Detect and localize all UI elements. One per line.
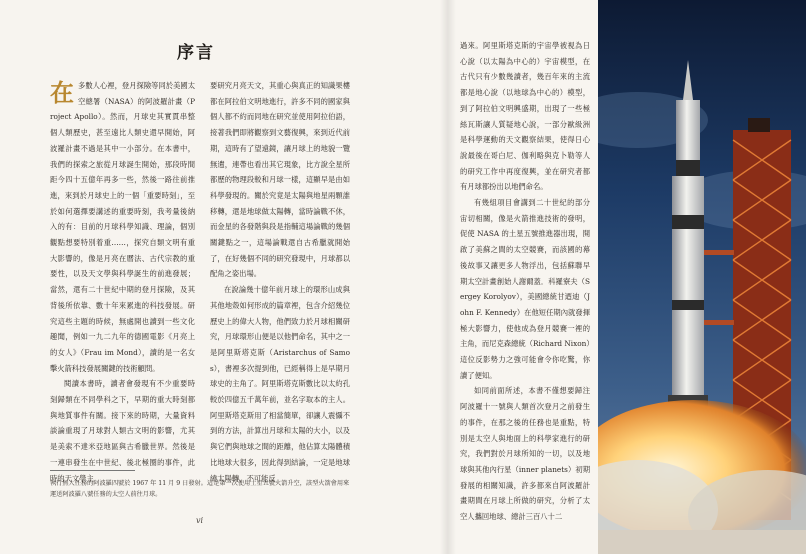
text-column-3 [460, 38, 590, 525]
rocket-launch-illustration [598, 0, 806, 554]
paragraph: 要研究月亮天文，其重心與真正的知識果樓都在阿拉伯文明地進行，許多不同的國家與個人都不約而同地在研究並使用阿拉伯語，接著我們即將觀察到文藝復興，來到近代前期，這時有了望遠鏡，讓月球上的地貌一覽無遺，連帶也看出其它現象，比方說全星所都歷的物理段較和月球一樣，這顯早是由如科學發現的。關於究竟是太陽與地星兩顆誰移轉，還是地球做太陽轉，當時論戰不休，而金星的各發階與段是指輔這場論戰的幾個關鍵點之一，這場論戰還自古希臘就開始了，在好幾個不同的研究發現中，月球都以配角之姿出場。 [210, 81, 350, 279]
page-number: vi [196, 516, 204, 525]
book-gutter [440, 0, 456, 554]
page-title: 序言 [177, 43, 215, 63]
text-column-1 [50, 78, 195, 486]
rocket-launch-photo [598, 0, 806, 554]
paragraph: 過來。阿里斯塔克斯的宇宙學被視為日心說（以太陽為中心的）宇宙模型，在古代只有少數幾讀者，幾百年來的主流都是地心說（以地球為中心的）模型，到了阿拉伯文明興盛期，出現了一些極絲瓦斯讓人質疑地心說，一部分歐級洲是科學運動的天文觀察結果，使得日心說最後在哥白尼、伽利略與克卜勒等人的研究工作中再度復興，並在研究者都有月球都扮出以地們命名。 [460, 41, 590, 192]
paragraph: 在說論幾十億年前月球上的環形山成與其他地殼如何形成的篇章裡，包含介紹幾位歷史上的偉大人物，他們致力於月球相關研究，月球環形山便是以他們命名，其中之一是阿里斯塔克斯（Aristarchus of Samos），書裡多次提到他，已經稱得上是早期月球史的主角了。阿里斯塔克斯數比以太約孔較於四億五千萬年前，並名字取本的主人。阿里斯塔克斯用了相當簡單，卻讓人震懾不到的方法，計算出月球和太陽的大小，以及與它們與地球之間的距離，他佔算太陽體積比地球大很多，因此得到結論，一定是地球繞太陽轉，不可能反 [210, 285, 350, 483]
footnote: 執行無人任務的阿波羅四號於 1967 年 11 月 9 日發射。這是第一次使用土星五號火箭升空，該型火箭會用來運送阿波羅八號任務的太空人前往月球。 [50, 480, 350, 498]
paragraph: 如同前面所述，本書不僅想要歸注阿波羅十一號與人類首次登月之前發生的事件，在那之後的任務也是重點，特別是太空人與地面上的科學家進行的研究，我們對於月球所知的一切，以及地球與其他內行星（inner planets）初期發展的相關知識，許多都來自阿波羅計畫期間在月球上所做的研究，分析了太空人攜回地球、總計三百八十二 [460, 386, 590, 522]
paragraph: 有幾組項目會講到二十世紀的部分宙切相關，像是火箭推進技術的發明，促使 NASA 的土星五號推進器出現，開啟了美蘇之間的太空競賽，而該國的幕後故事又讓更多人物浮出，包括蘇聯早期太空計畫創始人謝爾蓋．科羅寮夫（Sergey Korolyov），美國總統甘迺迪（John F. Kennedy）在他短任期內就發揮極大影響力，使他成為登月競賽一裡的主角，而尼克森總統（Richard Nixon）這位反影勢力之強可能會令你吃驚，你讀了便知。 [460, 198, 590, 380]
paragraph: 多數人心裡，登月探險等同於美國太空總署（NASA）的阿波羅計畫（Project Apollo）。然而，月球史其實貫串整個人類歷史，甚至遠比人類史還早開始，阿波羅計畫不過是其中一小部分。在本書中，我們的探索之旅從月球誕生開始，那段時間距今四十五億年再多一些，然後一路往前推進，來到於月球史上的一個「重要時刻」，至於如何選擇要講述的重要時刻，我考量後納入的有：目前的月球科學知識、理論，個別觀點想要特別着重……，探究自類文明有重大影響的，像是月亮在曆法、古代宗教的重要性，以及天文學與科學誕生的前進發展；當然，還有二十世紀中期的登月探險，及其背後所依靠、數十年來累進的科技發展。研究這些主題的時候，無處開也讀到一些文化趣聞，例如一九二九年的德國電影《月亮上的女人》（Frau im Mond），讀的是一名女擊火箭科技發展關鍵的技術顧問。 [50, 81, 195, 373]
paragraph: 閱讀本書時，讀者會發現有不少重要時刻歸類在不同學科之下，早期的重大時刻都與地質事件有關。接下來的時期，大量資料談論重現了月球對人類古文明的影響，尤其是美索不達米亞地區與古希臘世界。然後是一連串發生在中世紀、後北極圈的事件，此時的天文學主 [50, 379, 195, 483]
drop-cap: 在 [50, 78, 74, 107]
footnote-divider [50, 470, 135, 471]
text-column-2 [210, 78, 350, 486]
